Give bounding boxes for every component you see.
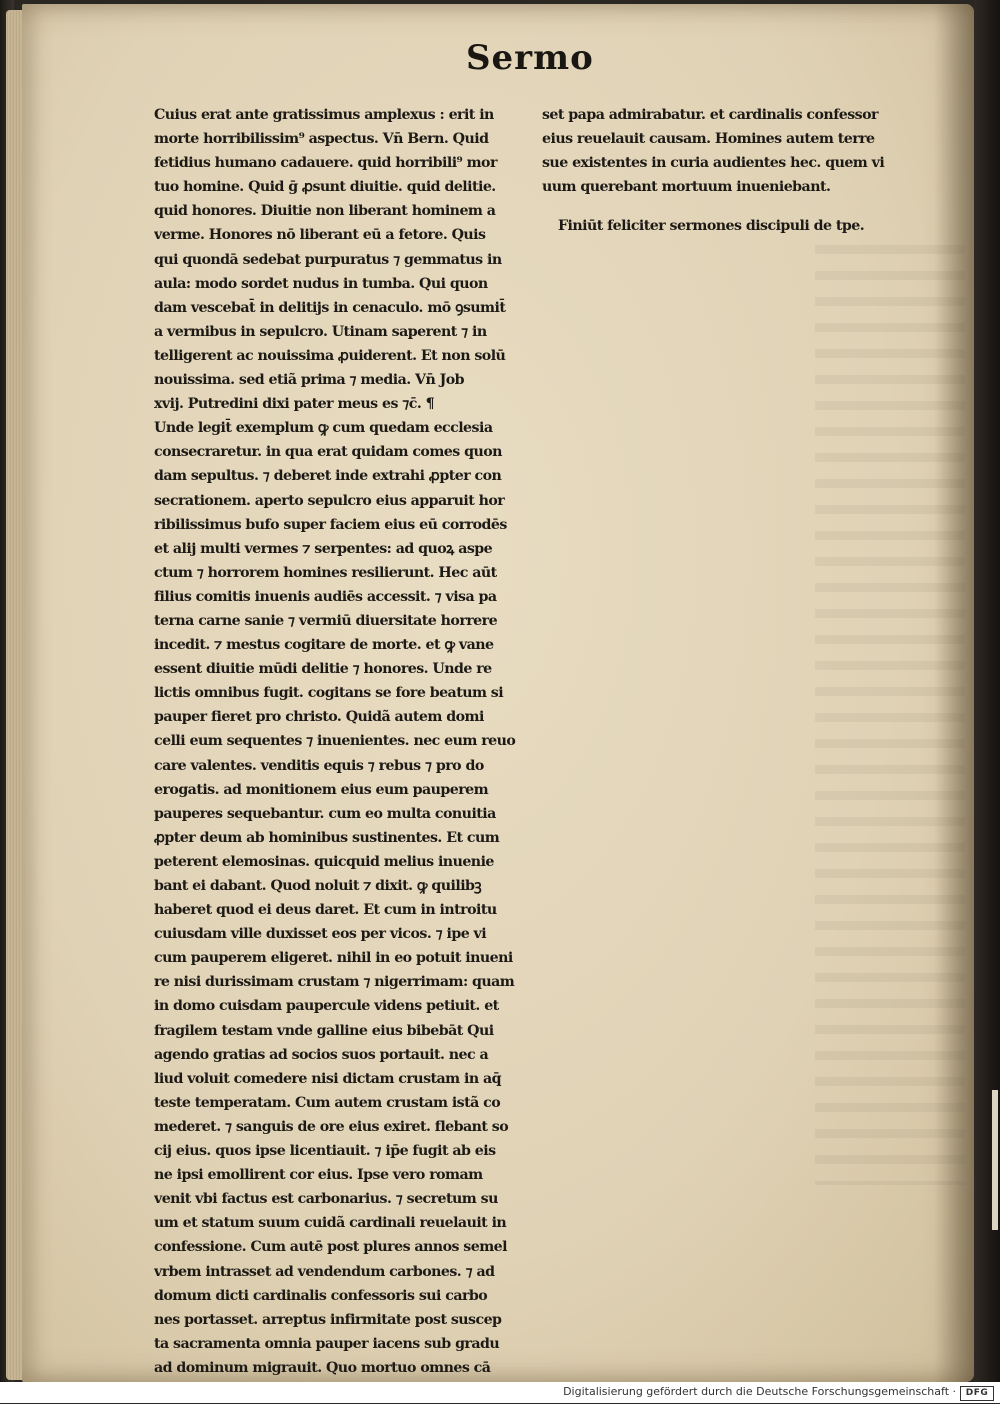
text-line: teste temperatam. Cum autem crustam istã co bbox=[154, 1094, 501, 1111]
text-line: celli eum sequentes ⁊ inuenientes. nec eum reuo bbox=[154, 733, 516, 750]
running-title: Sermo bbox=[466, 38, 594, 78]
text-line: Cuius erat ante gratissimus amplexus : erit in bbox=[154, 107, 494, 123]
text-line: fragilem testam vnde galline eius bibebāt Qui bbox=[154, 1022, 494, 1039]
text-line: erogatis. ad monitionem eius eum pauperem bbox=[154, 781, 489, 798]
left-text-column bbox=[154, 103, 524, 1404]
text-line: verme. Honores nō liberant eū a fetore. Quis bbox=[154, 227, 486, 244]
text-line: fetidius humano cadauere. quid horribili⁹ mor bbox=[154, 155, 497, 172]
text-line: confessione. Cum autē post plures annos semel bbox=[154, 1239, 507, 1256]
text-line: xvij. Putredini dixi pater meus es ⁊c̄. ¶ bbox=[154, 396, 435, 413]
text-line: morte horribilissim⁹ aspectus. Vn̄ Bern. Quid bbox=[154, 131, 489, 148]
text-line: dam sepultus. ⁊ deberet inde extrahi ꝓpter con bbox=[154, 468, 502, 485]
text-line: venit vbi factus est carbonarius. ⁊ secretum su bbox=[154, 1191, 498, 1208]
text-line: dam vescebat̄ in delitijs in cenaculo. mō ꝯsumit̄ bbox=[154, 299, 506, 316]
text-line: quid honores. Diuitie non liberant hominem a bbox=[154, 203, 496, 220]
text-line: ad dominum migrauit. Quo mortuo omnes cā bbox=[154, 1359, 491, 1376]
text-line: secrationem. aperto sepulcro eius apparuit hor bbox=[154, 492, 505, 509]
text-line: vrbem intrasset ad vendendum carbones. ⁊ ad bbox=[154, 1263, 495, 1280]
colophon: Finiūt feliciter sermones discipuli de tpe. bbox=[558, 218, 865, 234]
text-line: nes portasset. arreptus infirmitate post suscep bbox=[154, 1311, 502, 1328]
digitization-credit: Digitalisierung gefördert durch die Deutsche Forschungsgemeinschaft · bbox=[563, 1385, 956, 1398]
text-line: ctum ⁊ horrorem homines resilierunt. Hec aūt bbox=[154, 564, 497, 581]
text-line: cuiusdam ville duxisset eos per vicos. ⁊ ipe vi bbox=[154, 926, 487, 943]
dfg-logo: DFG bbox=[960, 1386, 994, 1401]
text-line: ꝓpter deum ab hominibus sustinentes. Et cum bbox=[154, 829, 500, 846]
text-line: lictis omnibus fugit. cogitans se fore beatum si bbox=[154, 685, 504, 702]
text-line: terna carne sanie ⁊ vermiū diuersitate horrere bbox=[154, 612, 498, 629]
text-line: mederet. ⁊ sanguis de ore eius exiret. flebant so bbox=[154, 1118, 509, 1135]
text-line: filius comitis inuenis audiēs accessit. ⁊ visa pa bbox=[154, 588, 497, 605]
text-line: uum querebant mortuum inueniebant. bbox=[542, 179, 831, 196]
bleed-through-text bbox=[815, 245, 965, 1185]
text-line: cum pauperem eligeret. nihil in eo potuit inueni bbox=[154, 950, 513, 967]
text-line: eius reuelauit causam. Homines autem terre bbox=[542, 131, 875, 148]
text-line: domum dicti cardinalis confessoris sui carbo bbox=[154, 1287, 488, 1304]
text-line: bant ei dabant. Quod noluit ⁊ dixit. ꝙ quilibꝫ bbox=[154, 878, 482, 894]
text-line: aula: modo sordet nudus in tumba. Qui quon bbox=[154, 275, 488, 292]
text-line: ta sacramenta omnia pauper iacens sub gradu bbox=[154, 1335, 500, 1352]
text-line: peterent elemosinas. quicquid melius inuenie bbox=[154, 853, 494, 870]
text-line: liud voluit comedere nisi dictam crustam in aq̄ bbox=[154, 1070, 502, 1087]
text-line: cij eius. quos ipse licentiauit. ⁊ ip̄e fugit ab eis bbox=[154, 1143, 496, 1160]
right-text-column bbox=[542, 103, 912, 199]
text-line: sue existentes in curia audientes hec. quem vi bbox=[542, 155, 885, 172]
text-line: a vermibus in sepulcro. Utinam saperent ⁊ in bbox=[154, 323, 487, 340]
text-line: agendo gratias ad socios suos portauit. nec a bbox=[154, 1046, 489, 1063]
text-line: et alij multi vermes ⁊ serpentes: ad quoꝝ aspe bbox=[154, 540, 493, 557]
text-line: telligerent ac nouissima ꝓuiderent. Et non solū bbox=[154, 347, 506, 364]
text-line: um et statum suum cuidã cardinali reuelauit in bbox=[154, 1215, 507, 1232]
text-line: pauperes sequebantur. cum eo multa conuitia bbox=[154, 805, 496, 822]
text-line: qui quondā sedebat purpuratus ⁊ gemmatus in bbox=[154, 251, 502, 268]
text-line: nouissima. sed etiã prima ⁊ media. Vn̄ Job bbox=[154, 372, 465, 389]
text-line: tuo homine. Quid ḡ ꝓsunt diuitie. quid delitie. bbox=[154, 179, 496, 196]
text-line: haberet quod ei deus daret. Et cum in introitu bbox=[154, 902, 497, 919]
text-line: set papa admirabatur. et cardinalis confessor bbox=[542, 107, 878, 123]
text-line: Unde legit̄ exemplum ꝙ cum quedam ecclesia bbox=[154, 420, 493, 437]
text-line: care valentes. venditis equis ⁊ rebus ⁊ pro do bbox=[154, 757, 484, 774]
text-line: ribilissimus bufo super faciem eius eū corrodēs bbox=[154, 516, 507, 533]
text-line: ne ipsi emollirent cor eius. Ipse vero romam bbox=[154, 1167, 483, 1184]
text-line: in domo cuisdam paupercule videns petiuit. et bbox=[154, 998, 499, 1015]
text-line: pauper fieret pro christo. Quidã autem domi bbox=[154, 709, 484, 726]
text-line: incedit. ⁊ mestus cogitare de morte. et ꝙ vane bbox=[154, 637, 494, 654]
color-strip bbox=[992, 1090, 998, 1230]
text-line: essent diuitie mūdi delitie ⁊ honores. Unde re bbox=[154, 661, 492, 678]
text-line: consecraretur. in qua erat quidam comes quon bbox=[154, 444, 502, 461]
text-line: re nisi durissimam crustam ⁊ nigerrimam: quam bbox=[154, 974, 515, 991]
